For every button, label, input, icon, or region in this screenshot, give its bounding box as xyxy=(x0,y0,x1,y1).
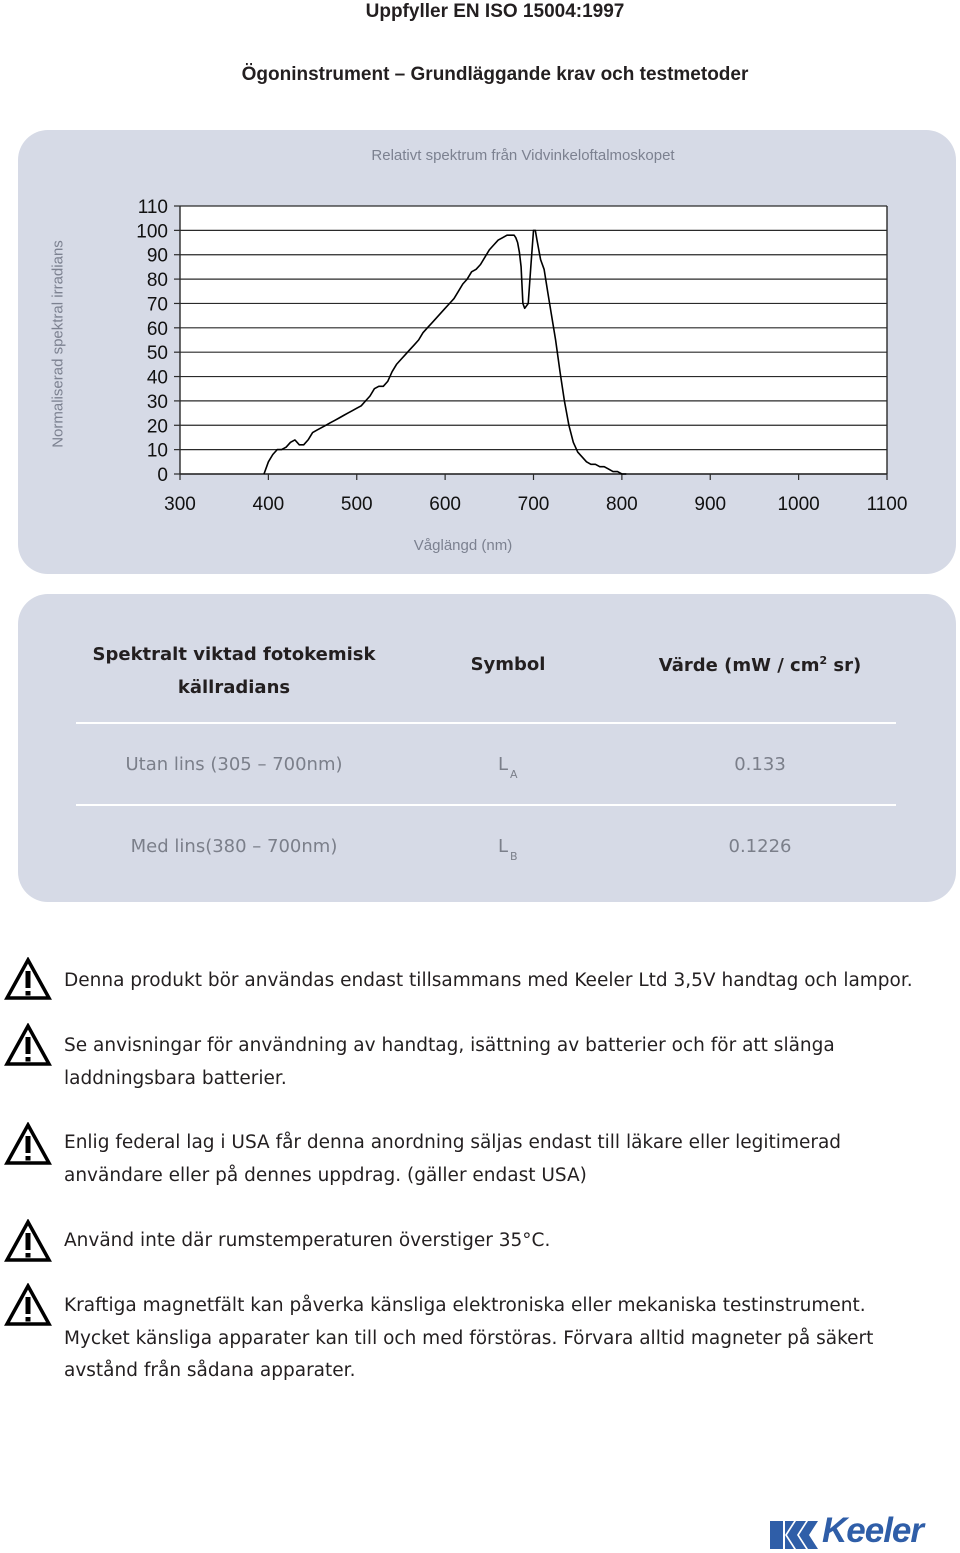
x-tick-label: 800 xyxy=(606,494,638,515)
y-tick-label: 110 xyxy=(137,197,168,218)
row-value: 0.1226 xyxy=(728,836,792,857)
y-tick-label: 50 xyxy=(146,343,168,365)
warning-triangle-icon xyxy=(4,957,52,1001)
warning-text: Se anvisningar för användning av handtag, isättning av batterier och för att slänga laddningsbara batterier. xyxy=(64,1035,835,1089)
y-tick-label: 60 xyxy=(146,318,168,340)
row-value: 0.133 xyxy=(734,754,786,775)
x-tick-label: 400 xyxy=(252,494,285,515)
chart-y-axis-label: Normaliserad spektral irradians xyxy=(49,240,67,448)
table-header-radiance-line1: Spektralt viktad fotokemisk xyxy=(92,644,376,665)
y-tick-label: 70 xyxy=(146,294,168,316)
row-symbol-subscript: A xyxy=(510,768,518,781)
y-tick-label: 30 xyxy=(146,391,168,413)
y-tick-label: 20 xyxy=(146,416,168,438)
warning-triangle-icon xyxy=(4,1283,52,1327)
x-tick-label: 700 xyxy=(517,494,550,515)
table-divider xyxy=(76,722,896,724)
value-unit-superscript: 2 xyxy=(819,654,828,667)
row-symbol xyxy=(498,836,538,863)
row-symbol xyxy=(498,754,538,781)
table-header-radiance-line2: källradians xyxy=(177,677,291,698)
warning-text: Använd inte där rumstemperaturen överstiger 35°C. xyxy=(64,1230,551,1251)
y-tick-label: 40 xyxy=(146,367,168,389)
value-unit-suffix: sr) xyxy=(827,655,862,676)
spectrum-chart xyxy=(0,0,960,600)
row-symbol-letter: L xyxy=(498,754,509,775)
table-header-radiance xyxy=(84,638,384,704)
warning-triangle-icon xyxy=(4,1219,52,1263)
warning-text: Kraftiga magnetfält kan påverka känsliga elektroniska eller mekaniska testinstrument. Mycket känsliga apparater kan till och med förstöras. Förvara alltid magneter på säkert avstånd från sådana apparater. xyxy=(64,1295,874,1381)
x-tick-label: 300 xyxy=(164,494,196,515)
table-header-symbol: Symbol xyxy=(470,654,546,675)
y-tick-label: 80 xyxy=(146,270,168,292)
x-tick-label: 1100 xyxy=(866,494,908,515)
chart-title: Relativt spektrum från Vidvinkeloftalmoskopet xyxy=(371,147,675,164)
row-symbol-subscript: B xyxy=(510,850,518,863)
warning-triangle-icon xyxy=(4,1023,52,1067)
plot-area xyxy=(180,206,887,474)
keeler-logo-mark-icon xyxy=(770,1521,822,1549)
keeler-logo-text: Keeler xyxy=(822,1511,924,1550)
row-label: Med lins(380 – 700nm) xyxy=(130,836,338,857)
row-label: Utan lins (305 – 700nm) xyxy=(125,754,343,775)
warning-text: Enlig federal lag i USA får denna anordning säljas endast till läkare eller legitimerad användare eller på dennes uppdrag. (gäller endast USA) xyxy=(64,1132,842,1186)
warning-text: Denna produkt bör användas endast tillsammans med Keeler Ltd 3,5V handtag och lampor. xyxy=(64,970,913,991)
table-header-value xyxy=(620,654,900,676)
y-tick-label: 90 xyxy=(146,245,168,267)
y-tick-label: 100 xyxy=(136,221,168,243)
x-tick-label: 600 xyxy=(429,494,461,515)
keeler-logo xyxy=(770,1511,932,1553)
value-unit-prefix: Värde (mW / cm xyxy=(658,655,820,676)
y-tick-label: 0 xyxy=(157,465,168,486)
x-tick-label: 1000 xyxy=(777,494,820,515)
warning-triangle-icon xyxy=(4,1122,52,1166)
chart-x-axis-label: Våglängd (nm) xyxy=(413,537,513,554)
x-tick-label: 500 xyxy=(340,494,373,515)
page-title: Uppfyller EN ISO 15004:1997 xyxy=(365,1,625,22)
y-tick-label: 10 xyxy=(146,440,168,462)
page-subtitle: Ögoninstrument – Grundläggande krav och testmetoder xyxy=(241,64,749,85)
table-divider xyxy=(76,804,896,806)
row-symbol-letter: L xyxy=(498,836,509,857)
x-tick-label: 900 xyxy=(694,494,727,515)
